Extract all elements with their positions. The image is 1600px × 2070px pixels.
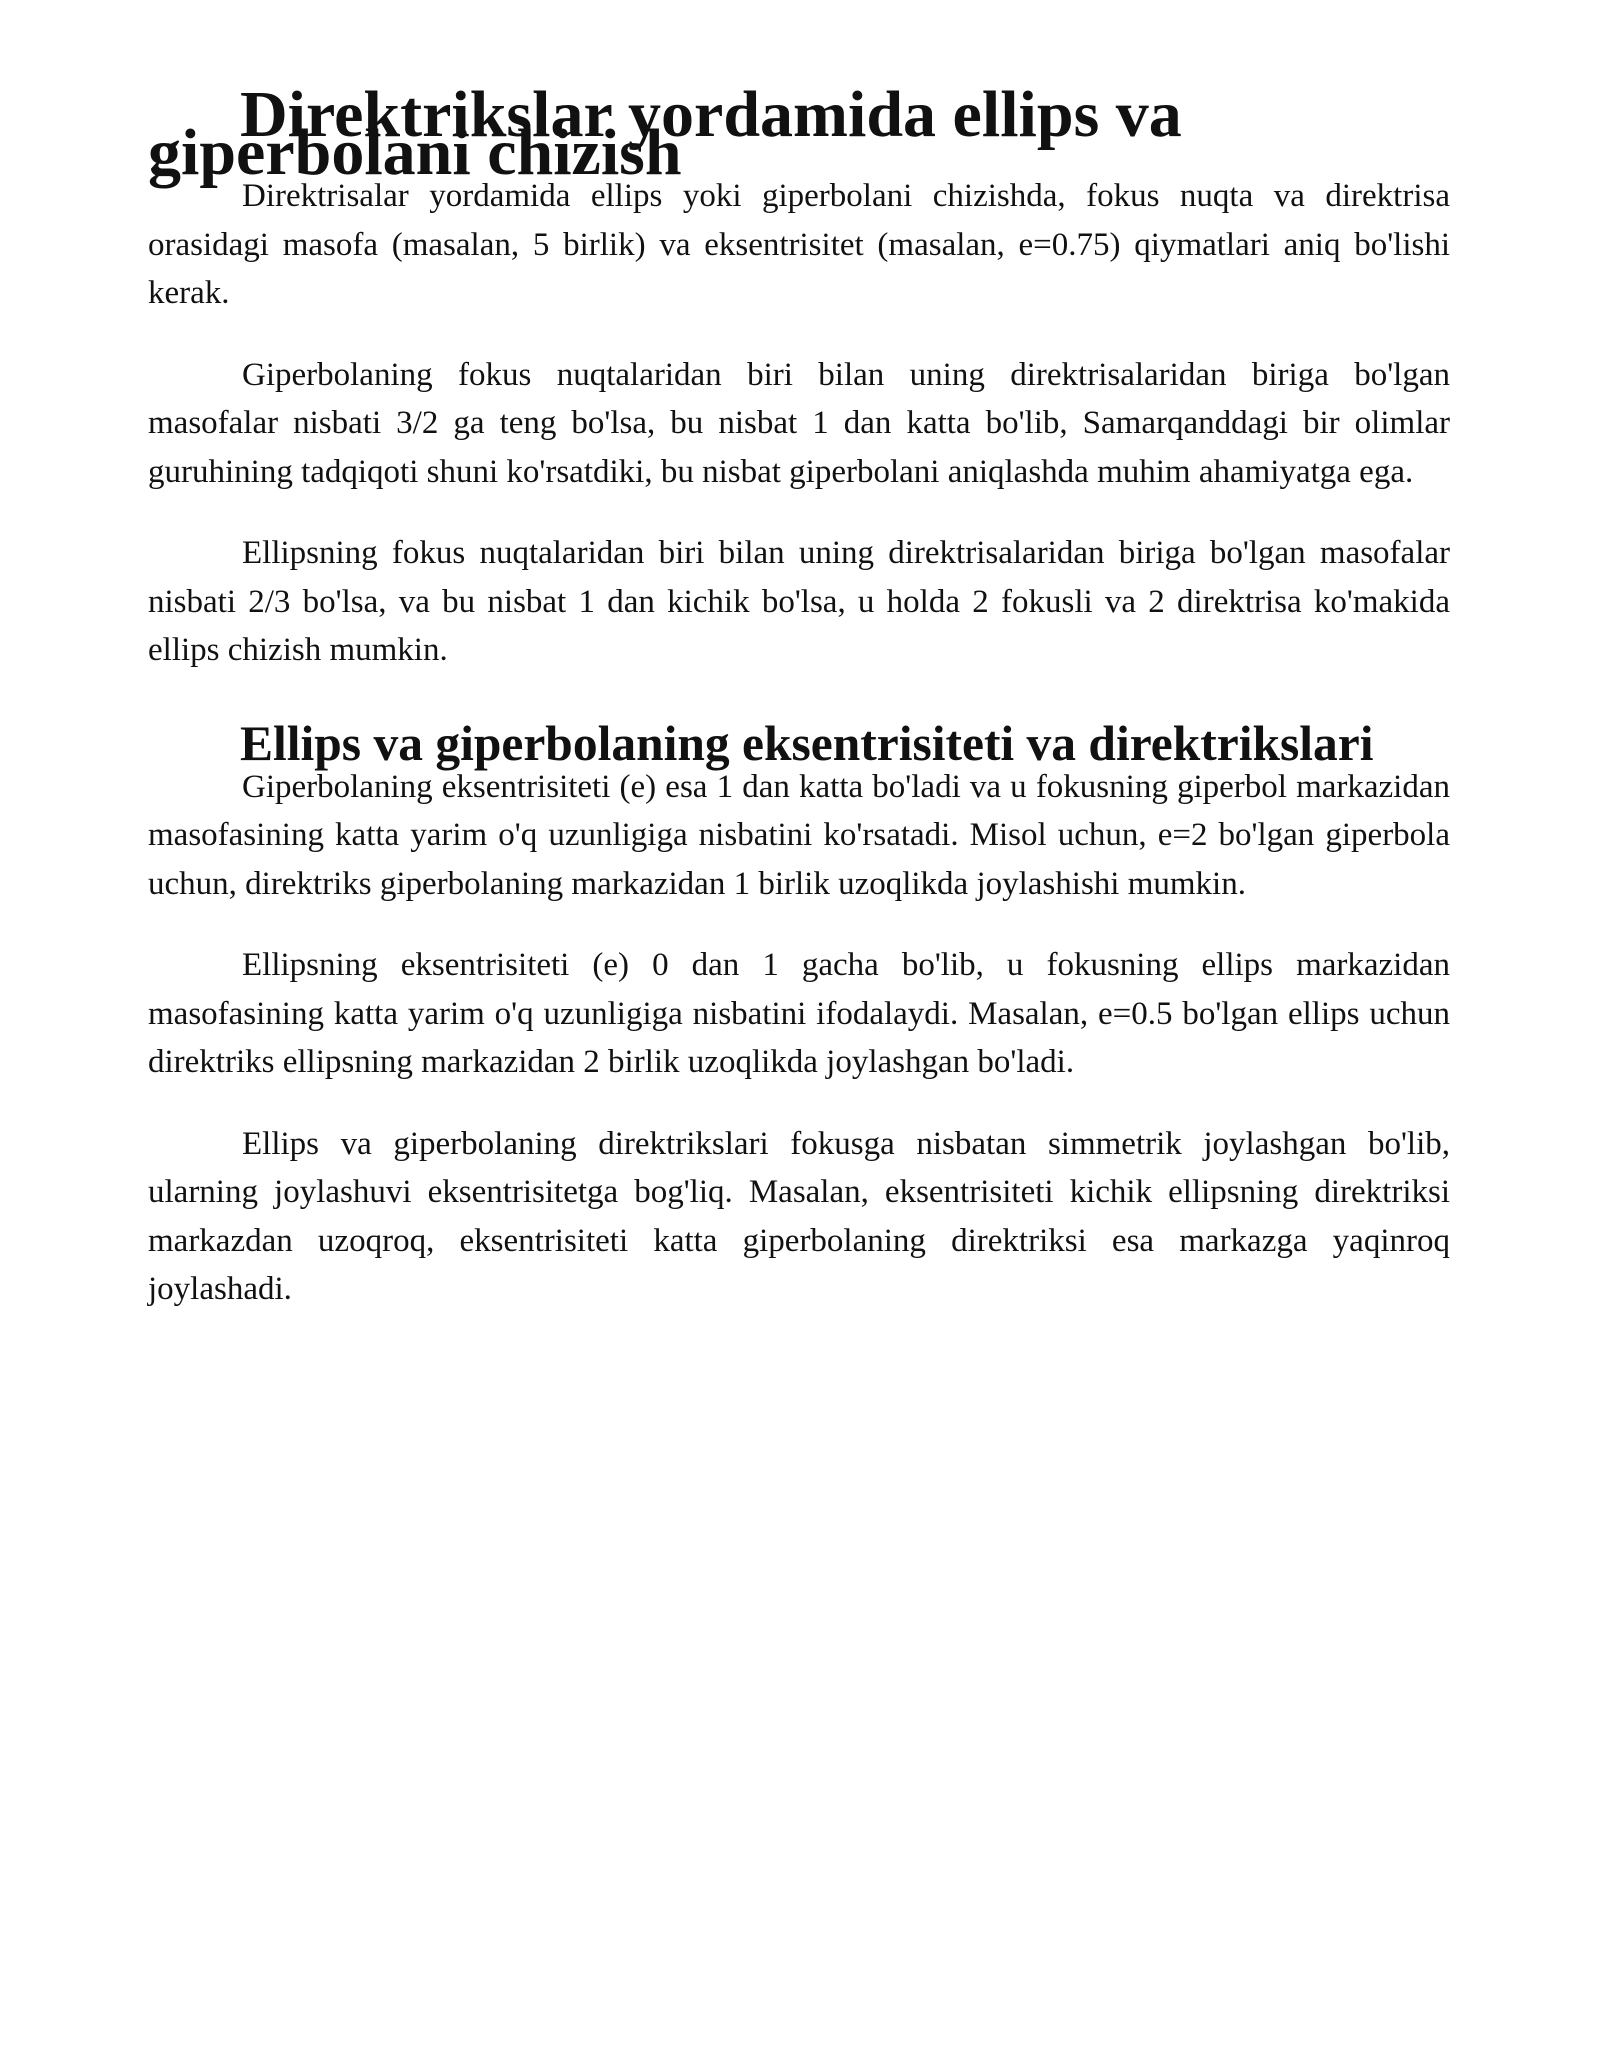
- paragraph-ellipse-eccentricity: Ellipsning eksentrisiteti (e) 0 dan 1 gacha bo'lib, u fokusning ellips markazidan masofasining katta yarim o'q uzunligiga nisbatini ifodalaydi. Masalan, e=0.5 bo'lgan ellips uchun direktriks ellipsning markazidan 2 birlik uzoqlikda joylashgan bo'ladi.: [148, 947, 1450, 1080]
- document-page: [148, 78, 1450, 1314]
- paragraph-hyperbola-eccentricity: Giperbolaning eksentrisiteti (e) esa 1 dan katta bo'ladi va u fokusning giperbol markazidan masofasining katta yarim o'q uzunligiga nisbatini ko'rsatadi. Misol uchun, e=2 bo'lgan giperbola uchun, direktriks giperbolaning markazidan 1 birlik uzoqlikda joylashishi mumkin.: [148, 768, 1450, 902]
- paragraph-hyperbola-ratio: Giperbolaning fokus nuqtalaridan biri bilan uning direktrisalaridan biriga bo'lgan masofalar nisbati 3/2 ga teng bo'lsa, bu nisbat 1 dan katta bo'lib, Samarqanddagi bir olimlar guruhining tadqiqoti shuni ko'rsatdiki, bu nisbat giperbolani aniqlashda muhim ahamiyatga ega.: [148, 356, 1450, 490]
- paragraph-directrix-symmetry: Ellips va giperbolaning direktrikslari fokusga nisbatan simmetrik joylashgan bo'lib, ularning joylashuvi eksentrisitetga bog'liq. Masalan, eksentrisiteti kichik ellipsning direktriksi markazdan uzoqroq, eksentrisiteti katta giperbolaning direktriksi esa markazga yaqinroq joylashadi.: [148, 1125, 1450, 1307]
- paragraph-directrix-setup: Direktrisalar yordamida ellips yoki giperbolani chizishda, fokus nuqta va direktrisa orasidagi masofa (masalan, 5 birlik) va eksentrisitet (masalan, e=0.75) qiymatlari aniq bo'lishi kerak.: [148, 178, 1450, 311]
- heading-eccentricity-and-directrices: Ellips va giperbolaning eksentrisiteti va direktrikslari: [240, 715, 1374, 771]
- paragraph-ellipse-ratio: Ellipsning fokus nuqtalaridan biri bilan uning direktrisalaridan biriga bo'lgan masofalar nisbati 2/3 bo'lsa, va bu nisbat 1 dan kichik bo'lsa, u holda 2 fokusli va 2 direktrisa ko'makida ellips chizish mumkin.: [148, 535, 1450, 668]
- heading-drawing-with-directrices: Direktrikslar yordamida ellips va giperbolani chizish: [148, 78, 1182, 189]
